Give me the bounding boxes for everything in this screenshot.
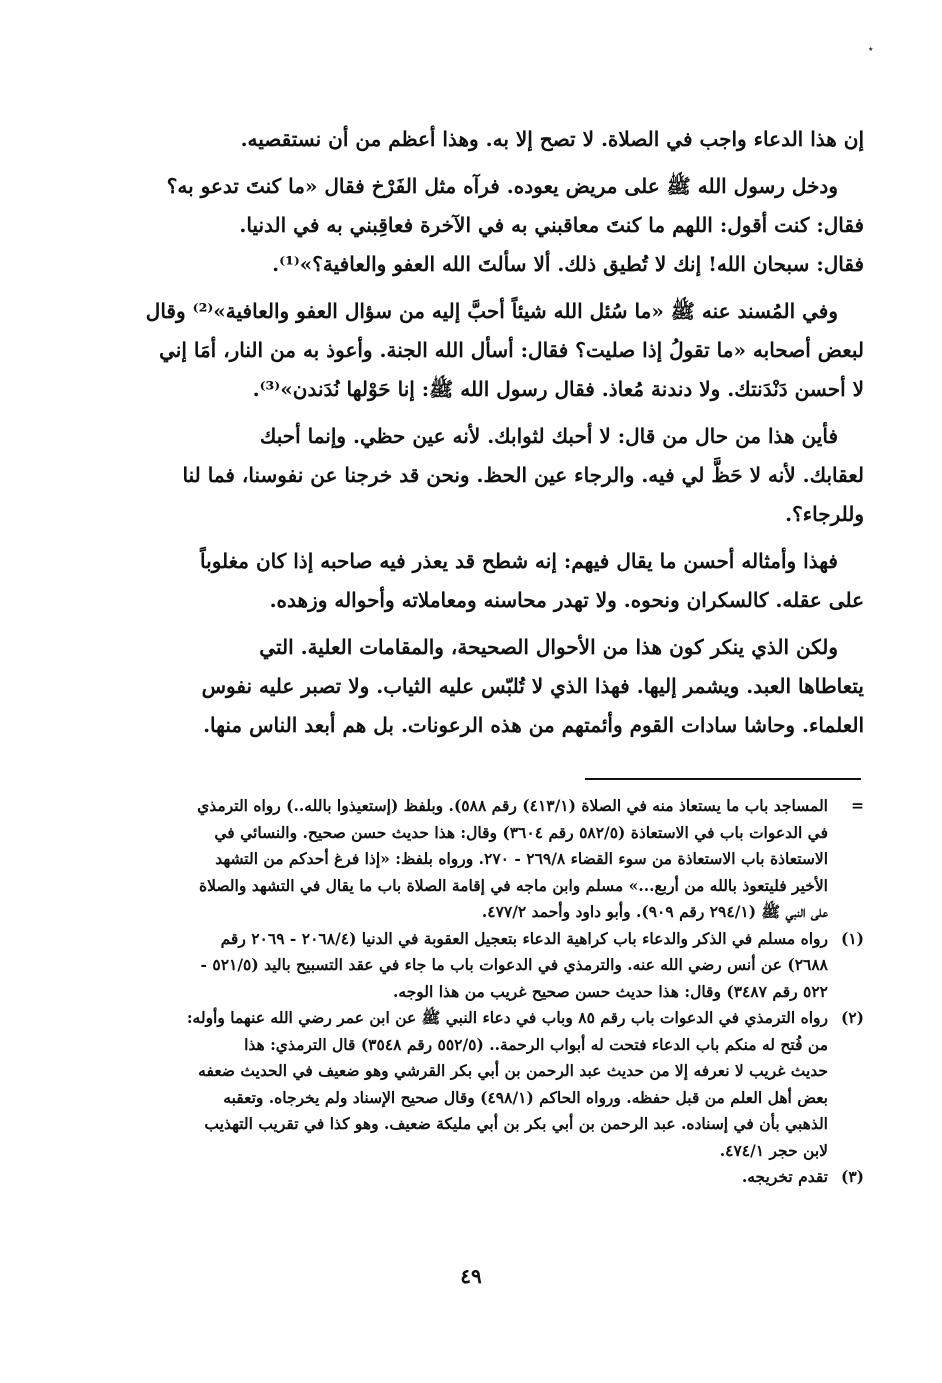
footnote-line: في الدعوات باب في الاستعاذة (٥٨٢/٥ رقم ٣٦٠٤) وقال: هذا حديث حسن صحيح. والنسائي في — [214, 822, 828, 842]
text-line: ودخل رسول الله ﷺ على مريض يعوده. فرآه مثل الفَرْخ فقال «ما كنتَ تدعو به؟ — [166, 174, 838, 198]
footnote-number: = — [851, 796, 864, 815]
text-line: إن هذا الدعاء واجب في الصلاة. لا تصح إلا به. وهذا أعظم من أن نستقصيه. — [240, 127, 864, 151]
footnote-line: لابن حجر ٤٧٤/١. — [719, 1140, 828, 1160]
paragraph — [130, 417, 864, 534]
footnote — [130, 926, 864, 1006]
footnote-number: (٣) — [840, 1167, 864, 1186]
footnote-line: تقدم تخريجه. — [741, 1167, 828, 1186]
paragraph — [130, 542, 864, 620]
footnote — [130, 793, 864, 926]
footnote-line: ٢٦٨٨) عن أنس رضي الله عنه. والترمذي في الدعوات باب ما جاء في عقد التسبيح باليد (٥٢١/٥ - — [200, 955, 828, 974]
footnote-line: بعض أهل العلم من قبل حفظه. ورواه الحاكم (٤٩٨/١) وقال صحيح الإسناد ولم يخرجاه. وتعقبه — [223, 1087, 828, 1107]
footnote-line: على النبي ﷺ (٢٩٤/١ رقم ٩٠٩). وأبو داود وأحمد ٤٧٧/٢. — [481, 902, 828, 921]
footnote — [130, 1005, 864, 1164]
footnote — [130, 1164, 864, 1191]
footnote-line: الذهبي بأن في إسناده. عبد الرحمن بن أبي بكر بن أبي مليكة ضعيف. وهو كذا في تقريب التهذيب — [204, 1114, 828, 1133]
text-line: ولكن الذي ينكر كون هذا من الأحوال الصحيحة، والمقامات العلية. التي — [259, 635, 838, 659]
footnote-line: الأخير فليتعوذ بالله من أربع...» مسلم وابن ماجه في إقامة الصلاة باب ما يقال في التشهد والصلاة — [199, 875, 828, 895]
footnote-number: (١) — [840, 928, 864, 948]
footnote-line: رواه مسلم في الذكر والدعاء باب كراهية الدعاء بتعجيل العقوبة في الدنيا (٢٠٦٨/٤ - ٢٠٦٩ رقم — [220, 928, 828, 948]
text-line: وللرجاء؟. — [785, 502, 864, 526]
text-line: يتعاطاها العبد. ويشمر إليها. فهذا الذي لا تُلبّس عليه الثياب. ولا تصبر عليه نفوس — [201, 674, 864, 698]
footnote-line: الاستعاذة باب الاستعاذة من سوء القضاء ٢٦٩/٨ - ٢٧٠. ورواه بلفظ: «إذا فرغ أحدكم من التشهد — [215, 849, 828, 868]
footnote-line: المساجد باب ما يستعاذ منه في الصلاة (٤١٣/١) رقم ٥٨٨). وبلفظ (إستعيذوا بالله..) رواه الترمذي — [197, 796, 828, 815]
text-line: لعقابك. لأنه لا حَظَّ لي فيه. والرجاء عين الحظ. ونحن قد خرجنا عن نفوسنا، فما لنا — [182, 463, 864, 487]
text-line: فقال: سبحان الله! إنك لا تُطيق ذلك. ألا سألتَ الله العفو والعافية؟»⁽¹⁾. — [272, 252, 864, 276]
page-number: ٤٩ — [460, 1264, 482, 1288]
margin-mark: ٭ — [868, 44, 874, 55]
text-line: فأين هذا من حال من قال: لا أحبك لثوابك. لأنه عين حظي. وإنما أحبك — [259, 424, 838, 448]
paragraph — [130, 628, 864, 745]
paragraph — [130, 167, 864, 284]
footnote-line: ٥٢٢ رقم ٣٤٨٧) وقال: هذا حديث حسن صحيح غريب من هذا الوجه. — [393, 981, 828, 1001]
footnote-number: (٢) — [840, 1008, 864, 1027]
paragraph — [130, 292, 864, 409]
main-text — [130, 120, 864, 753]
footnote-line: حديث غريب لا نعرفه إلا من حديث عبد الرحمن بن أبي بكر القرشي وهو ضعيف في الحديث ضعفه — [198, 1061, 828, 1080]
text-line: لا أحسن دَنْدَنتك. ولا دندنة مُعاذ. فقال رسول الله ﷺ: إنا حَوْلها نُدَندن»⁽³⁾. — [252, 377, 864, 401]
text-line: لبعض أصحابه «ما تقولُ إذا صليت؟ فقال: أسأل الله الجنة. وأعوذ به من النار، أمَا إني — [159, 338, 864, 362]
footnotes — [130, 793, 864, 1191]
text-line: فهذا وأمثاله أحسن ما يقال فيهم: إنه شطح قد يعذر فيه صاحبه إذا كان مغلوباً — [200, 549, 838, 573]
footnote-line: من فُتح له منكم باب الدعاء فتحت له أبواب الرحمة.. (٥٥٢/٥ رقم ٣٥٤٨) قال الترمذي: هذا — [244, 1034, 828, 1054]
text-line: على عقله. كالسكران ونحوه. ولا تهدر محاسنه ومعاملاته وأحواله وزهده. — [269, 588, 864, 612]
text-line: العلماء. وحاشا سادات القوم وأئمتهم من هذه الرعونات. بل هم أبعد الناس منها. — [203, 713, 864, 737]
footnote-separator — [585, 778, 861, 780]
footnote-line: رواه الترمذي في الدعوات باب رقم ٨٥ وباب في دعاء النبي ﷺ عن ابن عمر رضي الله عنهما وأوله: — [186, 1008, 828, 1027]
text-line: وفي المُسند عنه ﷺ «ما سُئل الله شيئاً أحبَّ إليه من سؤال العفو والعافية»⁽²⁾ وقال — [145, 299, 838, 323]
text-line: فقال: كنت أقول: اللهم ما كنتَ معاقبني به في الآخرة فعاقِبني به في الدنيا. — [239, 213, 864, 237]
paragraph — [130, 120, 864, 159]
